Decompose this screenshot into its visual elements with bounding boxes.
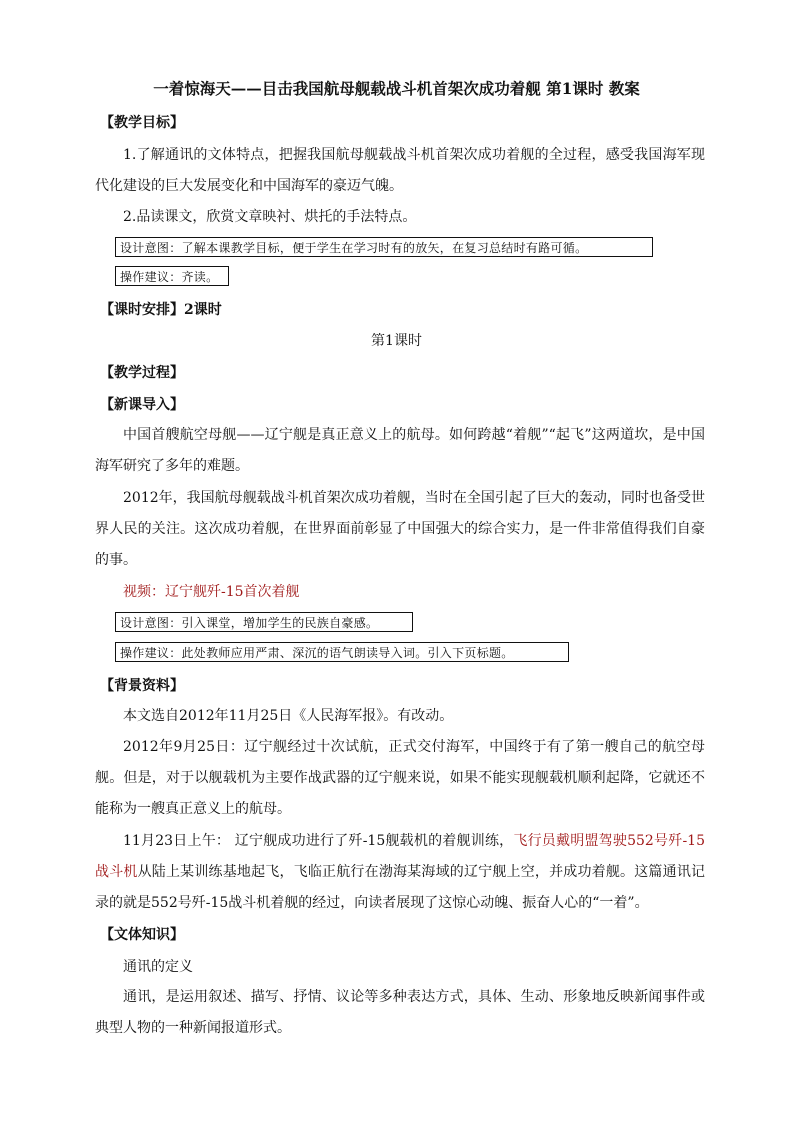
goal-1-paragraph: 1.了解通讯的文体特点，把握我国航母舰载战斗机首架次成功着舰的全过程，感受我国海军现代化建设的巨大发展变化和中国海军的豪迈气魄。 (95, 147, 705, 194)
genre-paragraph-1: 通讯，是运用叙述、描写、抒情、议论等多种表达方式，具体、生动、形象地反映新闻事件或典型人物的一种新闻报道形式。 (95, 989, 705, 1036)
pilot-highlight: 飞行员戴明盟驾驶552号歼-15战斗机 (95, 833, 705, 880)
background-paragraph-1: 本文选自2012年11月25日《人民海军报》。有改动。 (123, 708, 454, 724)
intro-paragraph-1: 中国首艘航空母舰——辽宁舰是真正意义上的航母。如何跨越“着舰”“起飞”这两道坎，是中国海军研究了多年的难题。 (95, 427, 705, 474)
goal-2-paragraph: 2.品读课文，欣赏文章映衬、烘托的手法特点。 (123, 209, 417, 225)
intro-paragraph-2: 2012年，我国航母舰载战斗机首架次成功着舰，当时在全国引起了巨大的轰动，同时也备受世界人民的关注。这次成功着舰，在世界面前彰显了中国强大的综合实力，是一件非常值得我们自豪的事。 (95, 490, 705, 568)
operation-tip-box-1: 操作建议：齐读。 (115, 266, 229, 286)
operation-tip-box-2: 操作建议：此处教师应用严肃、深沉的语气朗读导入词。引入下页标题。 (115, 642, 569, 662)
intro-heading: 【新课导入】 (100, 397, 184, 413)
schedule-heading: 【课时安排】2课时 (100, 302, 222, 318)
goals-heading: 【教学目标】 (100, 115, 184, 131)
genre-subheading: 通讯的定义 (123, 959, 193, 975)
lesson-label: 第1课时 (371, 333, 422, 349)
background-paragraph-3 (95, 826, 705, 919)
video-link[interactable]: 视频：辽宁舰歼-15首次着舰 (123, 584, 300, 600)
genre-heading: 【文体知识】 (100, 927, 184, 943)
background-heading: 【背景资料】 (100, 678, 184, 694)
background-paragraph-2: 2012年9月25日：辽宁舰经过十次试航，正式交付海军，中国终于有了第一艘自己的航空母舰。但是，对于以舰载机为主要作战武器的辽宁舰来说，如果不能实现舰载机顺利起降，它就还不能称为一艘真正意义上的航母。 (95, 739, 705, 817)
background-p3-part-a: 11月23日上午： 辽宁舰成功进行了歼-15舰载机的着舰训练， (123, 833, 514, 849)
design-intent-box-1: 设计意图：了解本课教学目标，便于学生在学习时有的放矢，在复习总结时有路可循。 (115, 237, 653, 257)
design-intent-box-2: 设计意图：引入课堂，增加学生的民族自豪感。 (115, 612, 413, 632)
background-p3-part-b: 从陆上某训练基地起飞，飞临正航行在渤海某海域的辽宁舰上空，并成功着舰。这篇通讯记录的就是552号歼-15战斗机着舰的经过，向读者展现了这惊心动魄、振奋人心的“一着”。 (95, 864, 706, 911)
process-heading: 【教学过程】 (100, 365, 184, 381)
page-title: 一着惊海天——目击我国航母舰载战斗机首架次成功着舰 第1课时 教案 (153, 79, 640, 98)
